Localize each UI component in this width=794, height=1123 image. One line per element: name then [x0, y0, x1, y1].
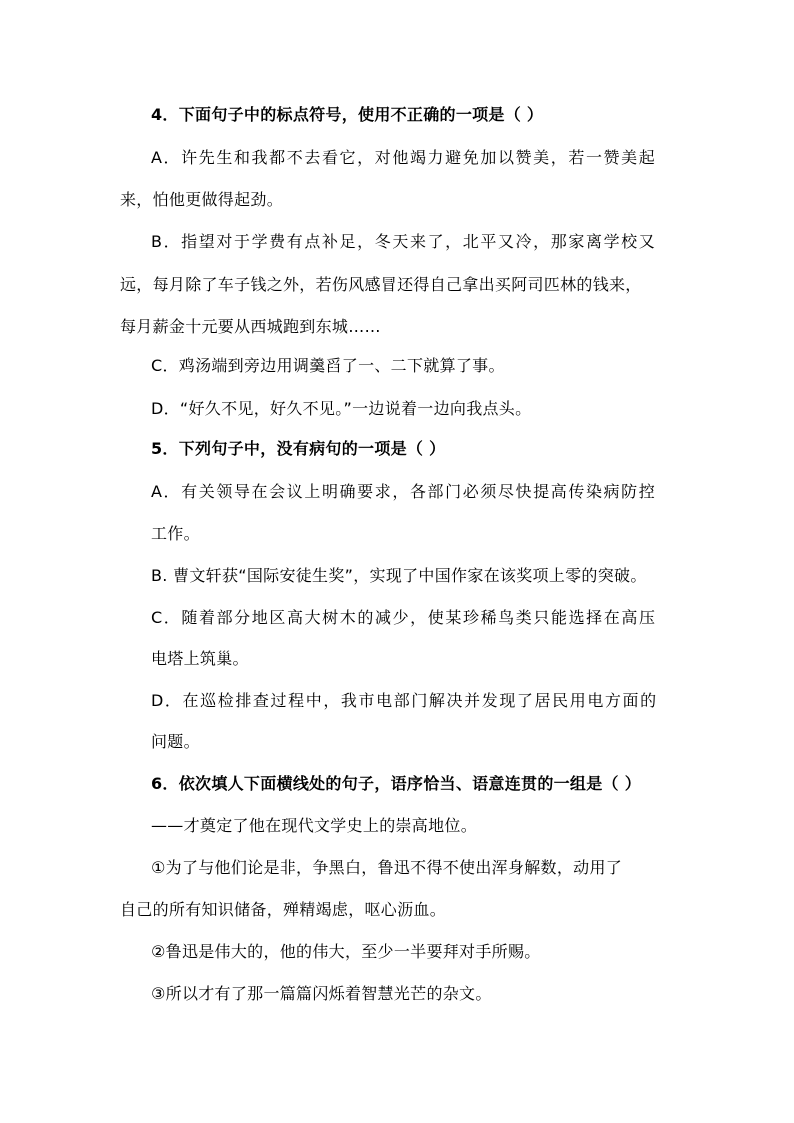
question-4-option-b-line-2: 远，每月除了车子钱之外，若伤风感冒还得自己拿出买阿司匹林的钱来，	[120, 275, 642, 294]
question-5-option-a-line-2: 工作。	[151, 524, 200, 543]
question-4-option-a-line-2: 来，怕他更做得起劲。	[120, 190, 284, 209]
question-4-stem: 4．下面句子中的标点符号，使用不正确的一项是（ ）	[151, 105, 544, 124]
question-5-stem: 5．下列句子中，没有病句的一项是（ ）	[151, 439, 446, 458]
question-5-option-a-line-1: A．有关领导在会议上明确要求，各部门必须尽快提高传染病防控	[151, 482, 657, 501]
question-4-option-a-line-1: A．许先生和我都不去看它，对他竭力避免加以赞美，若一赞美起	[151, 148, 657, 167]
question-4-option-d: D．“好久不见，好久不见。”一边说着一边向我点头。	[151, 399, 532, 418]
question-4-option-c: C．鸡汤端到旁边用调羹舀了一、二下就算了事。	[151, 356, 505, 375]
question-5-option-d-line-2: 问题。	[151, 732, 200, 751]
question-5-option-d-line-1: D．在巡检排查过程中，我市电部门解决并发现了居民用电方面的	[151, 691, 658, 710]
question-5-option-c-line-1: C．随着部分地区高大树木的减少，使某珍稀鸟类只能选择在高压	[151, 608, 657, 627]
question-6-blank-sentence: ——才奠定了他在现代文学史上的崇高地位。	[151, 816, 478, 835]
question-6-stem: 6．依次填人下面横线处的句子，语序恰当、语意连贯的一组是（ ）	[151, 774, 642, 793]
question-6-sentence-1-line-2: 自己的所有知识储备，殚精竭虑，呕心沥血。	[120, 900, 447, 919]
question-4-option-b-line-1: B．指望对于学费有点补足，冬天来了，北平又冷，那家离学校又	[151, 232, 657, 251]
question-6-sentence-3: ③所以才有了那一篇篇闪烁着智慧光芒的杂文。	[151, 984, 492, 1003]
question-4-option-b-line-3: 每月薪金十元要从西城跑到东城……	[120, 317, 381, 336]
question-5-option-b: B. 曹文轩获“国际安徒生奖”，实现了中国作家在该奖项上零的突破。	[151, 566, 647, 585]
question-6-sentence-1-line-1: ①为了与他们论是非，争黑白，鲁迅不得不使出浑身解数，动用了	[151, 858, 623, 877]
question-6-sentence-2: ②鲁迅是伟大的，他的伟大，至少一半要拜对手所赐。	[151, 942, 541, 961]
question-5-option-c-line-2: 电塔上筑巢。	[151, 649, 249, 668]
